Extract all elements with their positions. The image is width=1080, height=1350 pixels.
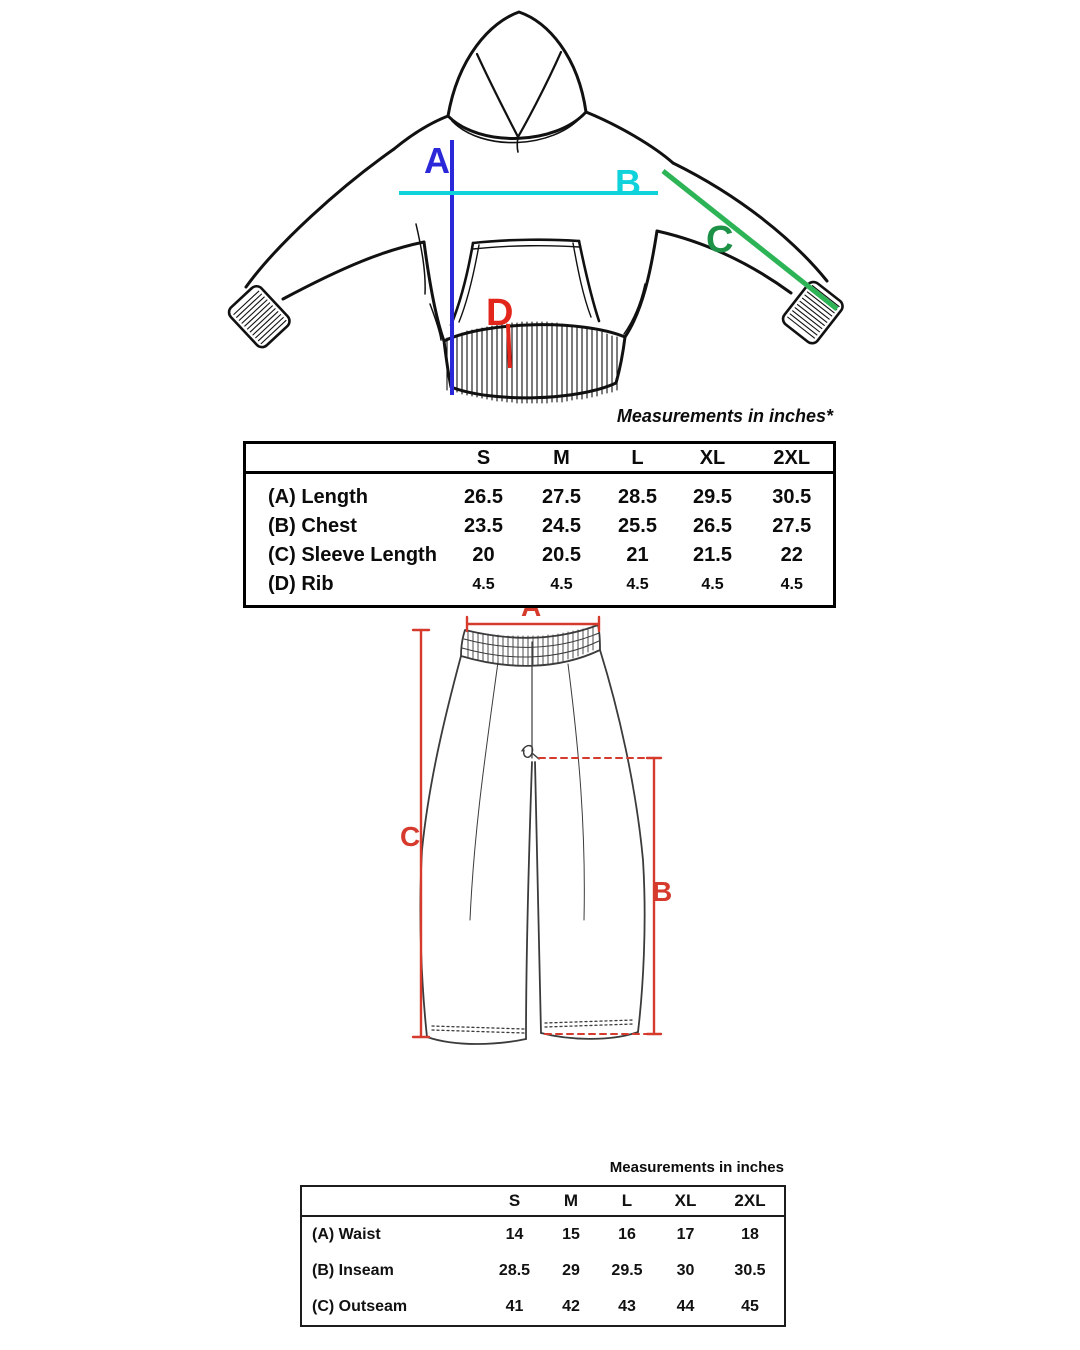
cell: 29 <box>562 1262 580 1279</box>
table-row <box>245 473 835 513</box>
cell: 17 <box>676 1226 695 1243</box>
table-row <box>245 512 835 541</box>
cell: 20 <box>472 544 495 566</box>
cell: 45 <box>741 1298 759 1315</box>
pants-col-l: L <box>599 1186 655 1216</box>
pants-diagram <box>398 600 678 1050</box>
cell: 23.5 <box>464 515 503 537</box>
cell: 4.5 <box>550 575 573 593</box>
row-label-outseam: (C) Outseam <box>312 1298 408 1315</box>
hoodie-hood <box>448 12 586 152</box>
cell: 44 <box>676 1298 695 1315</box>
inseam-label: B <box>652 876 673 907</box>
outseam-label: C <box>400 821 421 852</box>
cell: 41 <box>505 1298 524 1315</box>
cell: 42 <box>562 1298 580 1315</box>
row-label-chest: (B) Chest <box>268 515 357 537</box>
pants-table-header-row <box>301 1186 785 1216</box>
chest-label: B <box>615 162 641 203</box>
cell: 22 <box>780 544 803 566</box>
cell: 16 <box>618 1226 636 1243</box>
cell: 21.5 <box>693 544 732 566</box>
cell: 18 <box>741 1226 759 1243</box>
cell: 27.5 <box>542 486 581 508</box>
hoodie-measurements-note: Measurements in inches* <box>616 406 833 426</box>
cell: 30.5 <box>772 486 812 508</box>
hoodie-col-2xl: 2XL <box>751 443 835 473</box>
cell: 20.5 <box>542 544 581 566</box>
cell: 29.5 <box>693 486 732 508</box>
row-label-rib: (D) Rib <box>268 573 334 595</box>
cell: 27.5 <box>772 515 812 537</box>
hoodie-col-s: S <box>445 443 523 473</box>
hoodie-col-m: M <box>523 443 601 473</box>
hoodie-diagram <box>220 4 860 404</box>
hoodie-left-cuff <box>226 283 292 350</box>
cell: 24.5 <box>542 515 581 537</box>
pants-col-s: S <box>486 1186 543 1216</box>
table-row <box>301 1216 785 1253</box>
pants-col-2xl: 2XL <box>716 1186 785 1216</box>
hoodie-body <box>246 112 827 341</box>
pants-col-xl: XL <box>655 1186 716 1216</box>
table-row <box>301 1289 785 1326</box>
cell: 28.5 <box>498 1262 531 1279</box>
rib-label: D <box>486 292 514 334</box>
cell: 25.5 <box>618 515 657 537</box>
pants-line-art <box>398 600 678 1050</box>
cell: 30.5 <box>734 1262 766 1279</box>
pants-legs <box>420 642 644 1044</box>
hoodie-hem-rib <box>444 322 625 403</box>
hoodie-line-art <box>220 4 860 404</box>
cell: 29.5 <box>611 1262 643 1279</box>
cell: 28.5 <box>618 486 657 508</box>
hoodie-size-table <box>243 441 836 608</box>
cell: 26.5 <box>464 486 503 508</box>
cell: 15 <box>562 1226 580 1243</box>
table-row <box>301 1253 785 1289</box>
pants-measurements-note: Measurements in inches <box>609 1159 784 1176</box>
table-row <box>245 541 835 570</box>
cell: 4.5 <box>780 575 803 593</box>
pants-waistband <box>461 625 600 666</box>
cell: 4.5 <box>626 575 649 593</box>
pants-table-corner <box>301 1186 486 1216</box>
cell: 21 <box>626 544 649 566</box>
cell: 30 <box>676 1262 695 1279</box>
table-row <box>245 570 835 607</box>
sleeve-label: C <box>706 219 734 261</box>
length-label: A <box>424 140 450 181</box>
cell: 4.5 <box>472 575 495 593</box>
hoodie-col-l: L <box>601 443 675 473</box>
cell: 43 <box>618 1298 636 1315</box>
row-label-length: (A) Length <box>268 486 368 508</box>
row-label-inseam: (B) Inseam <box>312 1262 394 1279</box>
hoodie-table-corner <box>245 443 445 473</box>
cell: 26.5 <box>693 515 732 537</box>
cell: 4.5 <box>701 575 724 593</box>
inseam-dashed-guides <box>539 758 647 1034</box>
hoodie-table-header-row <box>245 443 835 473</box>
pants-col-m: M <box>543 1186 599 1216</box>
row-label-waist: (A) Waist <box>312 1226 381 1243</box>
hoodie-col-xl: XL <box>675 443 751 473</box>
pants-size-table <box>300 1185 786 1327</box>
hoodie-pocket <box>451 240 599 325</box>
row-label-sleeve: (C) Sleeve Length <box>268 544 437 566</box>
cell: 14 <box>505 1226 524 1243</box>
